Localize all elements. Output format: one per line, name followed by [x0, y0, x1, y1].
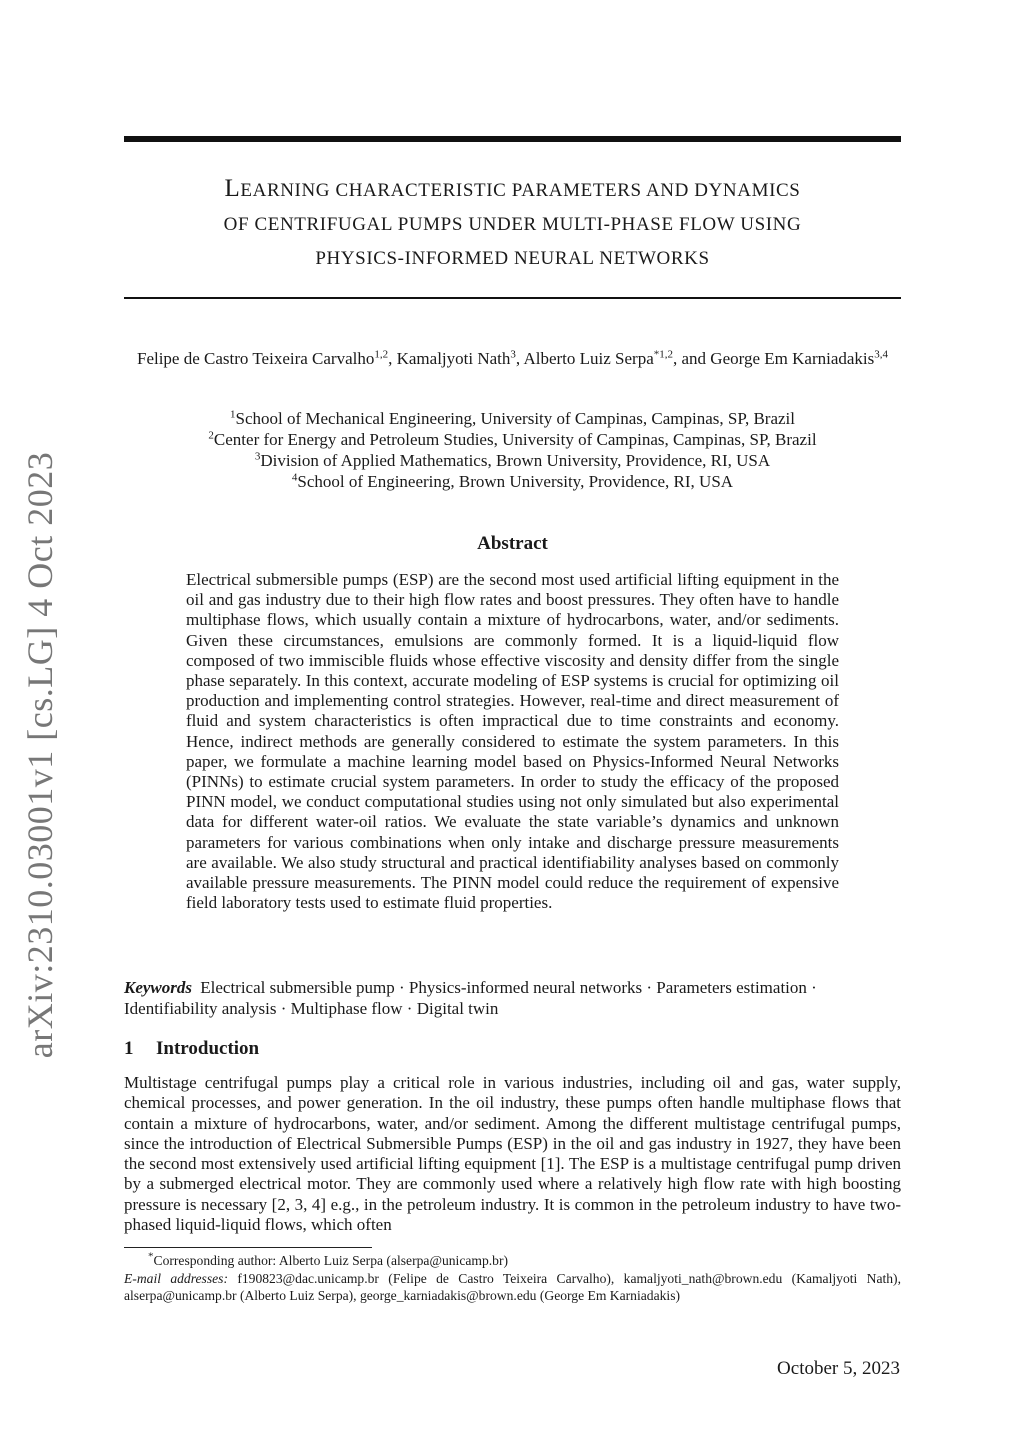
author-affiliation-marker: 3 — [510, 348, 516, 361]
section-heading-introduction — [124, 1038, 259, 1060]
author-affiliation-marker: 3,4 — [874, 348, 889, 361]
footnote-rule — [124, 1247, 372, 1248]
author-name: Alberto Luiz Serpa — [523, 349, 654, 368]
arxiv-identifier[interactable]: arXiv:2310.03001v1 [cs.LG] 4 Oct 2023 — [20, 451, 60, 1059]
section-title: Introduction — [156, 1038, 260, 1059]
title-top-rule — [124, 136, 901, 142]
section-number: 1 — [124, 1038, 134, 1059]
paper-title — [124, 172, 901, 276]
author-name: George Em Karniadakis — [710, 349, 875, 368]
abstract-text: Electrical submersible pumps (ESP) are the second most used artificial lifting equipment in the oil and gas industry due to their high flow rates and boost pressures. They often have to handle multiphase flows, which usually contain a mixture of hydrocarbons, water, and/or sediments. Given these circumstances, emulsions are commonly formed. It is a liquid-liquid flow composed of two immiscible fluids whose effective viscosity and density differ from the single phase separately. In this context, accurate modeling of ESP systems is crucial for optimizing oil production and implementing control strategies. However, real-time and direct measurement of fluid and system characteristics is often impractical due to time constraints and economy. Hence, indirect methods are generally considered to estimate the system parameters. In this paper, we formulate a machine learning model based on Physics-Informed Neural Networks (PINNs) to estimate crucial system parameters. In order to study the efficacy of the proposed PINN model, we conduct computational studies using not only simulated but also experimental data for different water-oil ratios. We evaluate the state variable’s dynamics and unknown parameters for various combinations when only intake and discharge pressure measurements are available. We also study structural and practical identifiability analyses based on commonly available pressure measurements. The PINN model could reduce the requirement of expensive field laboratory tests used to estimate fluid properties. — [186, 570, 839, 913]
author-name: Kamaljyoti Nath — [396, 349, 511, 368]
page-date: October 5, 2023 — [777, 1358, 900, 1379]
affiliation-list — [124, 408, 901, 492]
title-line-2: OF CENTRIFUGAL PUMPS UNDER MULTI-PHASE FLOW USING — [223, 214, 802, 235]
keywords-text: Electrical submersible pump · Physics-informed neural networks · Parameters estimation · Identifiability analysis · Multiphase flow · Digital twin — [124, 978, 817, 1018]
footnote-corresponding-author: *Corresponding author: Alberto Luiz Serpa (alserpa@unicamp.br) — [148, 1250, 509, 1268]
author-list: Felipe de Castro Teixeira Carvalho$^{1,2}$, Kamaljyoti Nath$^3$, Alberto Luiz Serpa$^{*1,2}$, and George Em Karniadakis$^{3,4}$ — [136, 348, 889, 368]
abstract-heading: Abstract — [477, 533, 548, 554]
title-line-1: LEARNING CHARACTERISTIC PARAMETERS AND DYNAMICS — [224, 175, 801, 202]
affiliation-item: $^4$School of Engineering, Brown University, Providence, RI, USA — [291, 471, 734, 491]
title-bottom-rule — [124, 297, 901, 299]
footnotes — [124, 1252, 901, 1305]
keywords-label: Keywords — [124, 978, 192, 997]
title-line-3: PHYSICS-INFORMED NEURAL NETWORKS — [315, 248, 710, 269]
footnote-email-addresses: E-mail addresses: f190823@dac.unicamp.br (Felipe de Castro Teixeira Carvalho), kamaljyoti_nath@brown.edu (Kamaljyoti Nath), alserpa@unicamp.br (Alberto Luiz Serpa), george_karniadakis@brown.edu (George Em Karniadakis) — [124, 1270, 901, 1303]
affiliation-item: $^1$School of Mechanical Engineering, University of Campinas, Campinas, SP, Brazil — [230, 408, 795, 428]
author-affiliation-marker: *1,2 — [653, 348, 673, 361]
affiliation-item: $^2$Center for Energy and Petroleum Studies, University of Campinas, Campinas, SP, Brazil — [208, 429, 817, 449]
affiliation-item: $^3$Division of Applied Mathematics, Brown University, Providence, RI, USA — [254, 450, 771, 470]
keywords — [124, 978, 901, 1019]
introduction-text: Multistage centrifugal pumps play a critical role in various industries, including oil and gas, water supply, chemical processes, and power generation. In the oil industry, these pumps often handle multiphase flows that contain a mixture of hydrocarbons, water, and/or sediment. Among the different multistage centrifugal pumps, since the introduction of Electrical Submersible Pumps (ESP) in the oil and gas industry in 1927, they have been the second most extensively used artificial lifting equipment [1]. The ESP is a multistage centrifugal pump driven by a submerged electrical motor. They are commonly used where a relatively high flow rate with high boosting pressure is necessary [2, 3, 4] e.g., in the petroleum industry. It is common in the petroleum industry to have two-phased liquid-liquid flows, which often — [124, 1073, 901, 1235]
author-name: Felipe de Castro Teixeira Carvalho — [136, 349, 375, 368]
author-affiliation-marker: 1,2 — [374, 348, 389, 361]
arxiv-sidebar — [0, 451, 80, 1059]
